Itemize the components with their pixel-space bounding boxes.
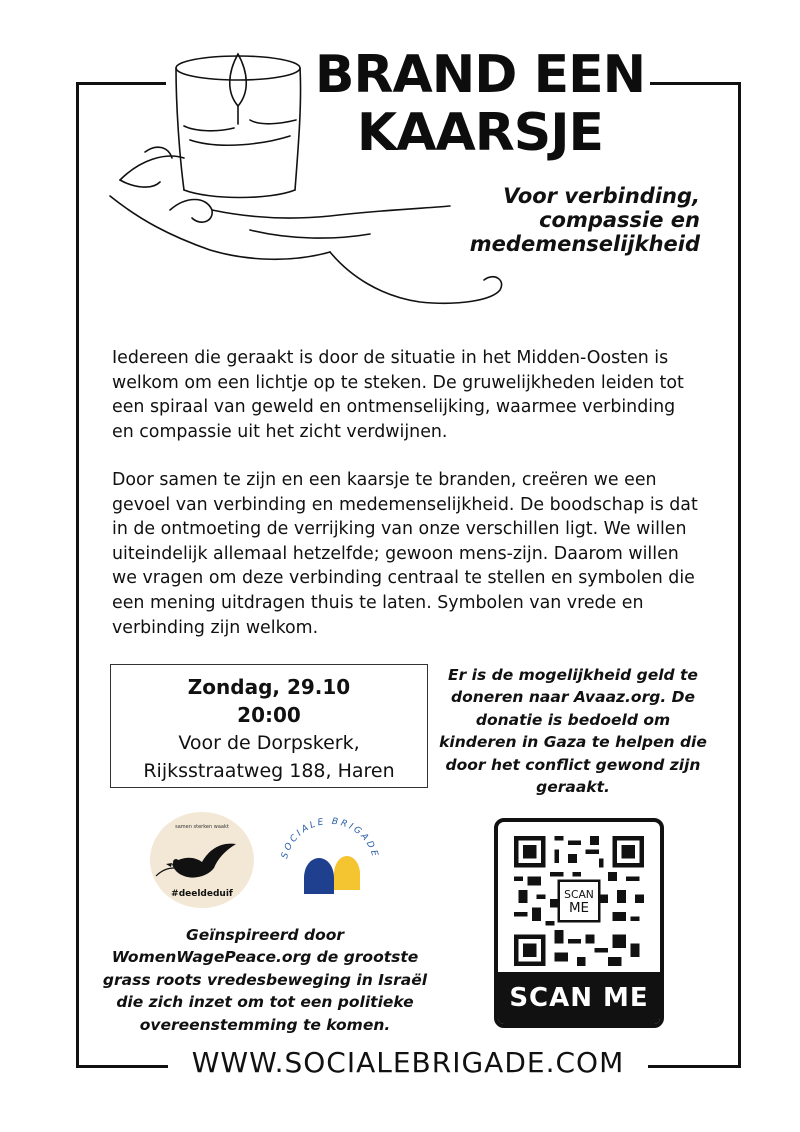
person-yellow-icon (334, 856, 360, 890)
inspired-note: Geïnspireerd door WomenWagePeace.org de grootste grass roots vredesbeweging in Israël die zich inzet om tot een politieke overeenstemming te komen. (102, 926, 428, 1034)
event-time: 20:00 (237, 703, 301, 727)
dove-logo-tag: #deeldeduif (171, 889, 233, 899)
qr-code-card[interactable] (494, 818, 664, 1028)
event-place-line-1: Voor de Dorpskerk, (178, 732, 360, 754)
event-date: Zondag, 29.10 (187, 675, 351, 699)
qr-center-label-line-2: ME (568, 901, 590, 917)
title-line-1: BRAND EEN (314, 45, 646, 105)
frame-bottom-right-line (648, 1065, 741, 1068)
frame-bottom-left-line (76, 1065, 168, 1068)
frame-top-right-line (650, 82, 741, 85)
website-link[interactable]: WWW.SOCIALEBRIGADE.COM (191, 1046, 625, 1079)
person-blue-icon (304, 858, 334, 894)
people-icon (304, 856, 360, 894)
donation-note: Er is de mogelijkheid geld te doneren naar Avaaz.org. De donatie is bedoeld om kinderen in Gaza te helpen die door het conflict gewond zijn geraakt. (439, 666, 707, 797)
dove-icon (166, 844, 236, 878)
brigade-arc-text: SOCIALE BRIGADE (280, 816, 380, 860)
deeldeduif-logo (150, 812, 254, 908)
subtitle: Voor verbinding, compassie en medemenselijkheid (469, 184, 700, 256)
dove-logo-small-text: samen sterken waakt (175, 824, 229, 830)
event-details-box (110, 664, 428, 788)
qr-code[interactable] (514, 836, 644, 966)
frame-right-line (738, 82, 741, 1067)
frame-left-line (76, 82, 79, 1067)
sociale-brigade-logo (270, 808, 390, 912)
title-line-2: KAARSJE (356, 103, 604, 163)
poster-title (300, 46, 660, 162)
scan-me-caption: SCAN ME (498, 972, 660, 1024)
olive-branch-icon (156, 868, 174, 876)
qr-center-label-line-1: SCAN (564, 887, 594, 901)
intro-paragraph: Iedereen die geraakt is door de situatie in het Midden-Oosten is welkom om een lichtje op te steken. De gruwelijkheden leiden tot een spiraal van geweld en ontmenselijking, waarmee verbinding en compassie uit het zicht verdwijnen. (112, 348, 684, 442)
message-paragraph: Door samen te zijn en een kaarsje te branden, creëren we een gevoel van verbinding en medemenselijkheid. De boodschap is dat in de ontmoeting de verrijking van onze verschillen ligt. We willen uiteindelijk allemaal hetzelfde; gewoon mens-zijn. Daarom willen we vragen om deze verbinding centraal te stellen en symbolen die een mening uitdragen thuis te laten. Symbolen van vrede en verbinding zijn welkom. (112, 470, 698, 638)
event-place-line-2: Rijksstraatweg 188, Haren (143, 760, 395, 782)
